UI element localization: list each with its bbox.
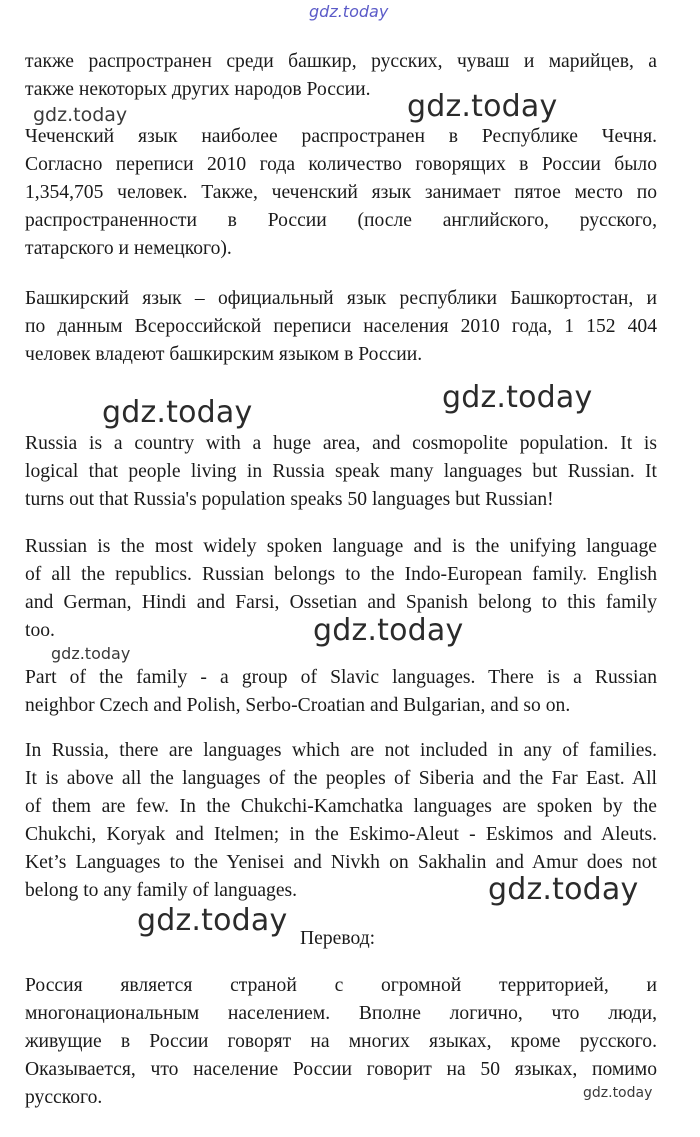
paragraph-4 xyxy=(25,430,657,514)
paragraph-line: 1,354,705 человек. Также, чеченский язык занимает пятое место по xyxy=(25,182,657,203)
paragraph-line: Russian is the most widely spoken language and is the unifying language xyxy=(25,536,657,557)
paragraph-line: многонациональным населением. Вполне логично, что люди, xyxy=(25,1003,657,1024)
watermark: gdz.today xyxy=(51,644,131,663)
paragraph-line: татарского и немецкого). xyxy=(25,238,232,259)
paragraph-line: русского. xyxy=(25,1087,103,1108)
paragraph-line: Ket’s Languages to the Yenisei and Nivkh on Sakhalin and Amur does not xyxy=(25,852,657,873)
paragraph-line: Russia is a country with a huge area, and cosmopolite population. It is xyxy=(25,433,657,454)
paragraph-line: Chukchi, Koryak and Itelmen; in the Eskimo-Aleut - Eskimos and Aleuts. xyxy=(25,824,657,845)
paragraph-line: Чеченский язык наиболее распространен в Республике Чечня. xyxy=(25,126,657,147)
paragraph-line: too. xyxy=(25,620,55,641)
paragraph-line: Россия является страной с огромной территорией, и xyxy=(25,975,657,996)
paragraph-line: Согласно переписи 2010 года количество говорящих в России было xyxy=(25,154,657,175)
paragraph-line: Оказывается, что население России говорит на 50 языках, помимо xyxy=(25,1059,657,1080)
paragraph-line: of them are few. In the Chukchi-Kamchatka languages are spoken by the xyxy=(25,796,657,817)
watermark: gdz.today xyxy=(583,1085,653,1101)
watermark: gdz.today xyxy=(102,395,253,430)
paragraph-line: In Russia, there are languages which are not included in any of families. xyxy=(25,740,657,761)
paragraph-line: neighbor Czech and Polish, Serbo-Croatian and Bulgarian, and so on. xyxy=(25,695,571,716)
watermark: gdz.today xyxy=(488,872,639,907)
paragraph-line: It is above all the languages of the peoples of Siberia and the Far East. All xyxy=(25,768,657,789)
paragraph-line: распространенности в России (после английского, русского, xyxy=(25,210,657,231)
translation-heading: Перевод: xyxy=(300,928,376,949)
paragraph-line: of all the republics. Russian belongs to the Indo-European family. English xyxy=(25,564,657,585)
watermark: gdz.today xyxy=(407,89,558,124)
watermark: gdz.today xyxy=(442,380,593,415)
paragraph-line: and German, Hindi and Farsi, Ossetian and Spanish belong to this family xyxy=(25,592,657,613)
watermark: gdz.today xyxy=(33,104,128,126)
paragraph-1 xyxy=(25,48,657,104)
watermark: gdz.today xyxy=(137,903,288,938)
paragraph-line: belong to any family of languages. xyxy=(25,880,298,901)
paragraph-line: также некоторых других народов России. xyxy=(25,79,371,100)
paragraph-line: также распространен среди башкир, русских, чуваш и марийцев, а xyxy=(25,51,657,72)
paragraph-line: живущие в России говорят на многих языках, кроме русского. xyxy=(25,1031,657,1052)
paragraph-3 xyxy=(25,285,657,369)
paragraph-2 xyxy=(25,123,657,263)
paragraph-line: по данным Всероссийской переписи населения 2010 года, 1 152 404 xyxy=(25,316,657,337)
paragraph-line: Part of the family - a group of Slavic languages. There is a Russian xyxy=(25,667,657,688)
watermark: gdz.today xyxy=(313,613,464,648)
paragraph-6 xyxy=(25,664,657,720)
paragraph-line: человек владеют башкирским языком в России. xyxy=(25,344,423,365)
watermark-top: gdz.today xyxy=(309,2,389,21)
paragraph-8 xyxy=(25,972,657,1112)
paragraph-line: Башкирский язык – официальный язык республики Башкортостан, и xyxy=(25,288,657,309)
paragraph-line: logical that people living in Russia speak many languages but Russian. It xyxy=(25,461,657,482)
paragraph-line: turns out that Russia's population speaks 50 languages but Russian! xyxy=(25,489,554,510)
